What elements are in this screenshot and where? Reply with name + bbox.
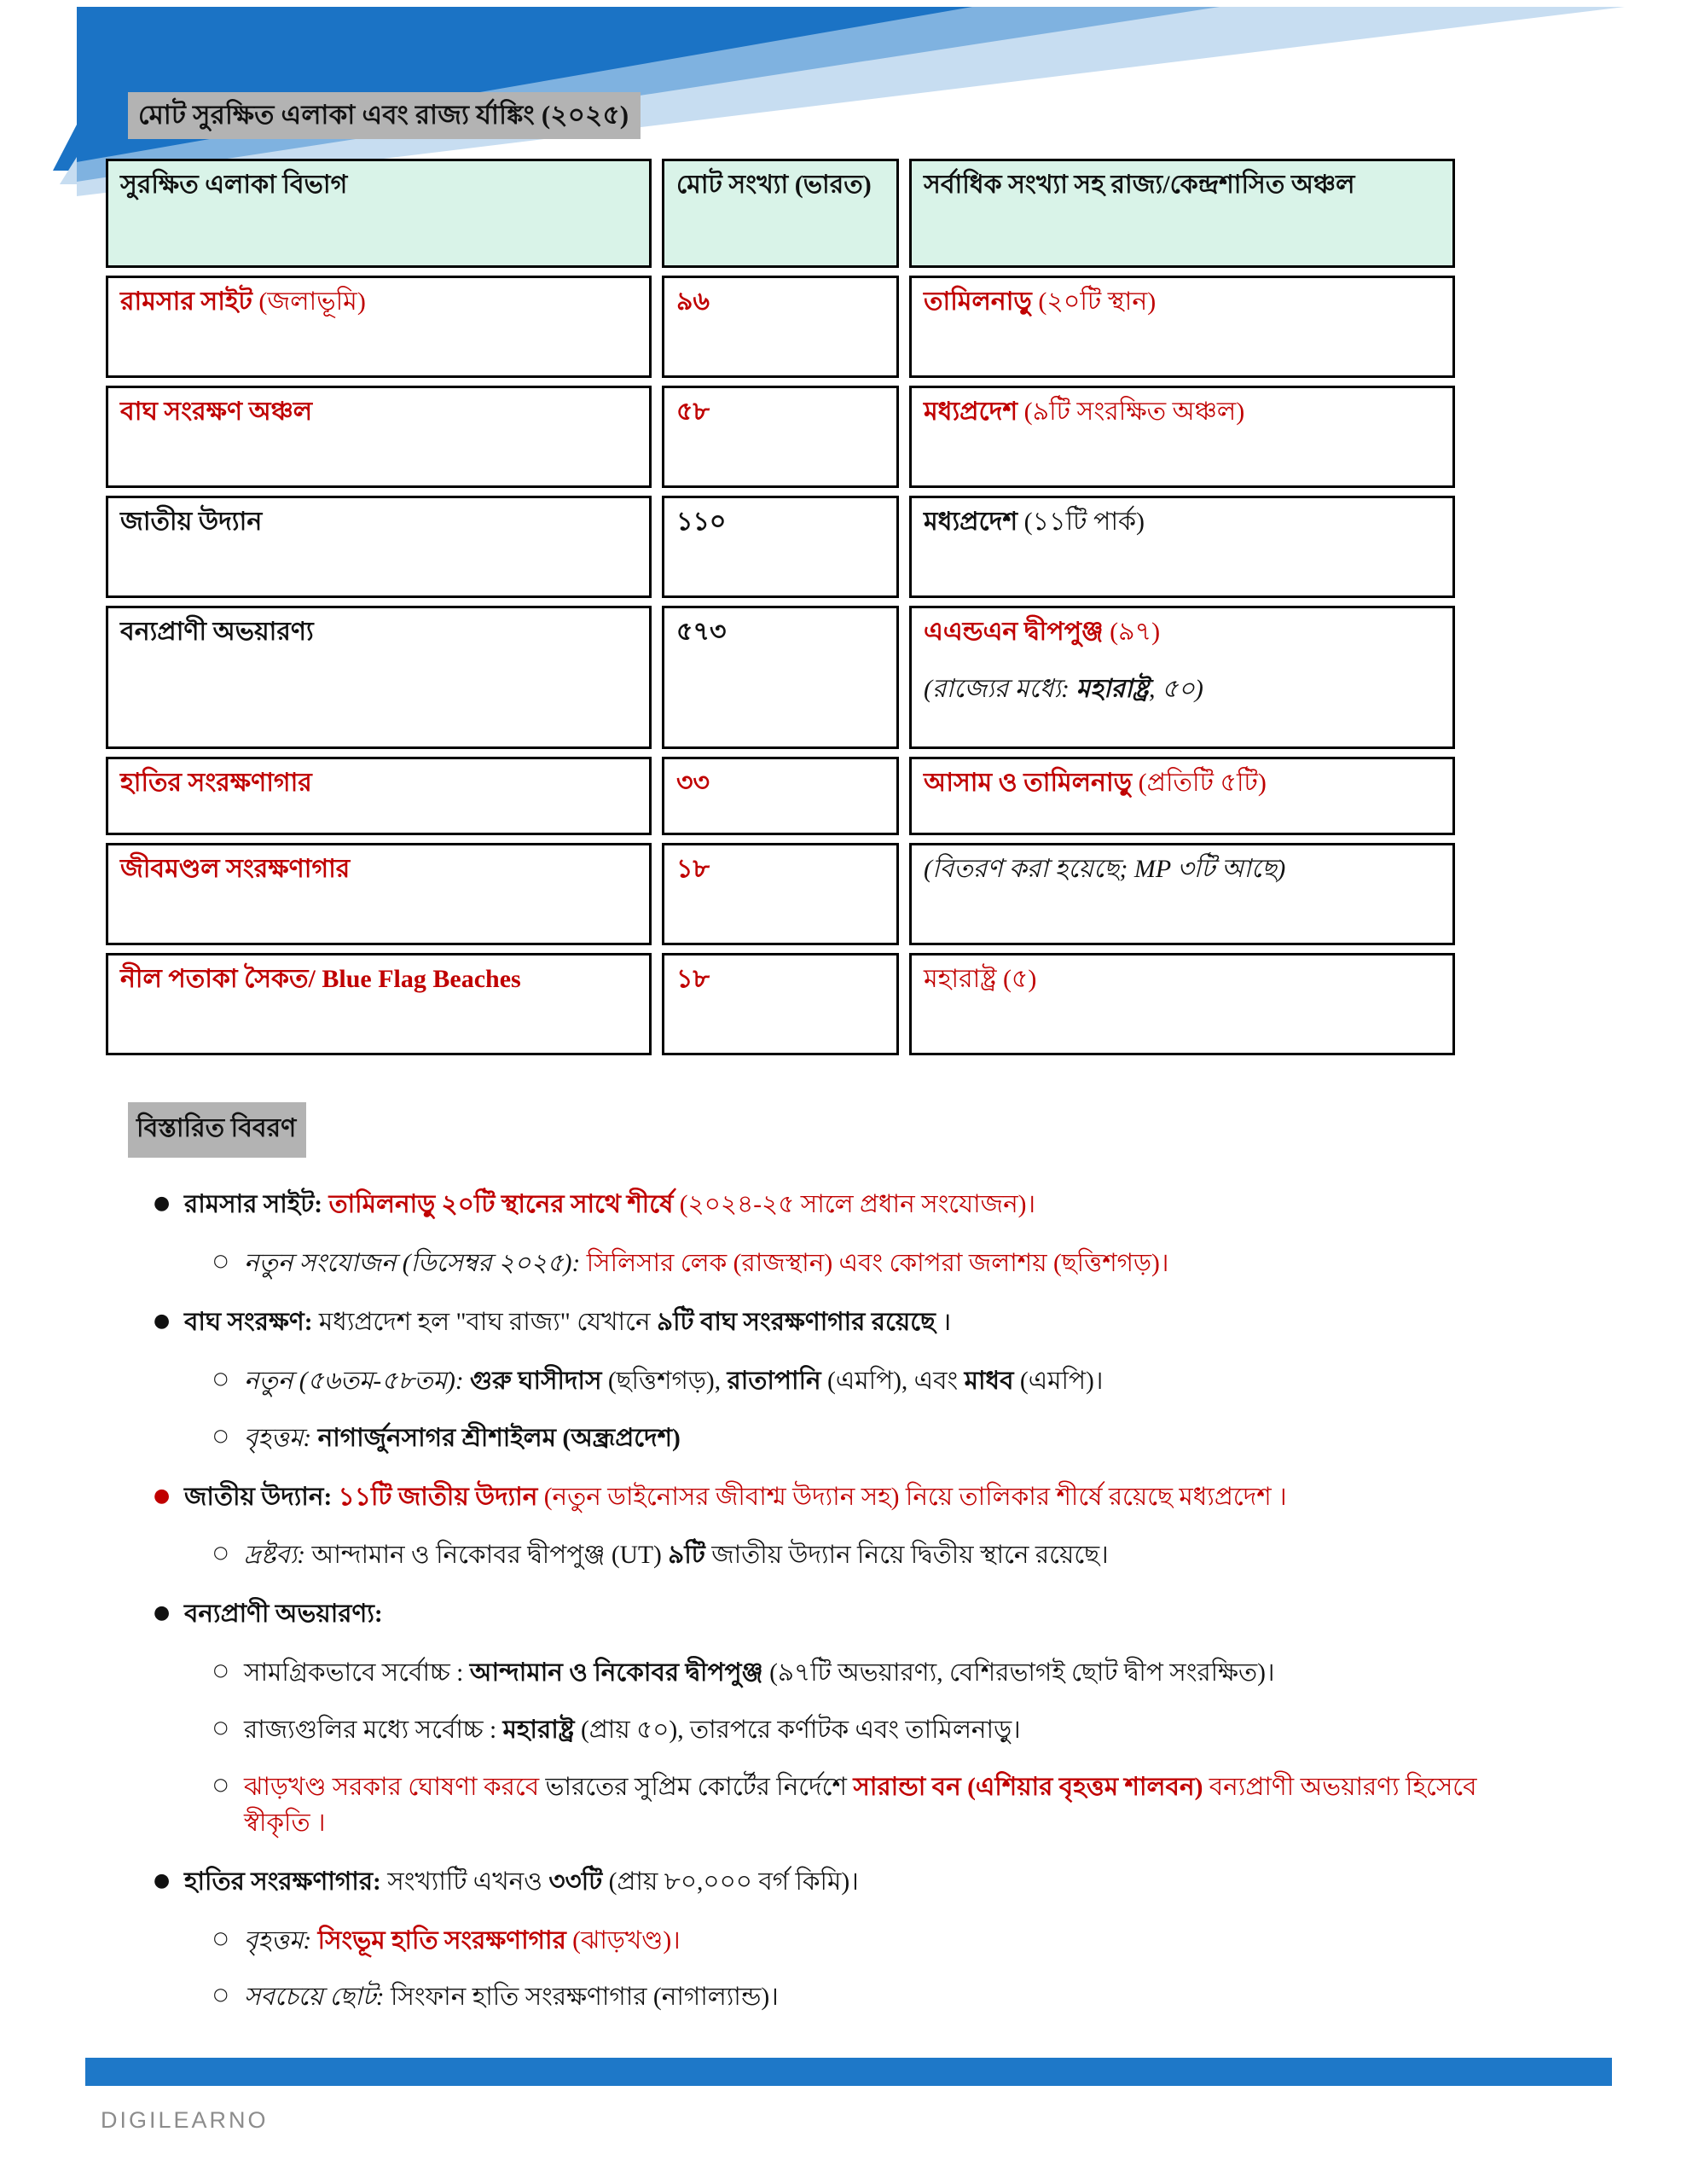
text-run: (৯৭টি অভয়ারণ্য, বেশিরভাগই ছোট দ্বীপ সংরক্ষিত)।: [762, 1659, 1275, 1687]
text-run: (রাজ্যের মধ্যে:: [924, 674, 1076, 703]
text-run: বাঘ সংরক্ষণ:: [184, 1308, 313, 1336]
cell-line: [924, 505, 1441, 540]
sub-bullet-item: [128, 1980, 1518, 2016]
text-run: রামসার সাইট: [120, 288, 252, 317]
table-cell: [106, 276, 652, 378]
text-run: মহারাষ্ট্র: [502, 1716, 575, 1745]
cell-line: [924, 615, 1441, 650]
text-run: ।: [935, 1308, 952, 1336]
sub-bullet-item: [128, 1713, 1518, 1749]
text-run: বৃহত্তম:: [244, 1424, 312, 1452]
text-run: ঝাড়খণ্ড সরকার ঘোষণা করবে: [244, 1773, 540, 1801]
text-run: ৯৬: [676, 288, 710, 317]
cell-line: [120, 852, 637, 887]
text-run: (ছত্তিশগড়),: [601, 1367, 728, 1395]
text-run: সারান্ডা বন (এশিয়ার বৃহত্তম: [853, 1773, 1119, 1801]
text-run: মহারাষ্ট্র: [924, 965, 997, 994]
content-area: [102, 92, 1552, 2037]
text-run: জাতীয় উদ্যান:: [184, 1483, 333, 1511]
text-run: [464, 1368, 470, 1395]
table-cell: [106, 496, 652, 598]
text-run: জাতীয় উদ্যান: [120, 508, 263, 537]
table-cell: [662, 276, 899, 378]
bullet-marker: ●: [154, 1193, 171, 1215]
cell-line: [120, 505, 637, 540]
text-run: সবচেয়ে ছোট:: [244, 1984, 385, 2012]
table-cell: [106, 953, 652, 1055]
cell-line: [676, 615, 884, 650]
text-run: আন্দামান ও নিকোবর দ্বীপপুঞ্জ (UT): [305, 1542, 669, 1570]
text-run: সিংফান হাতি সংরক্ষণাগার (নাগাল্যান্ড)।: [384, 1984, 779, 2012]
text-run: বন্যপ্রাণী অভয়ারণ্য: [120, 618, 314, 647]
text-run: ৩৩টি: [548, 1867, 603, 1896]
text-run: গুরু ঘাসীদাস: [470, 1367, 602, 1395]
text-run: তামিলনাড়ু: [924, 288, 1032, 317]
text-run: (এমপি)।: [1013, 1367, 1104, 1395]
text-run: [311, 1927, 317, 1955]
cell-line: [120, 962, 637, 997]
text-run: বৃহত্তম:: [244, 1926, 312, 1955]
text-run: রামসার সাইট:: [184, 1191, 323, 1219]
text-run: (এমপি), এবং: [820, 1367, 965, 1395]
text-run: রাজ্যগুলির মধ্যে সর্বোচ্চ :: [244, 1716, 503, 1745]
text-run: বন্যপ্রাণী অভয়ারণ্য হিসেবে স্বীকৃতি ।: [244, 1773, 1477, 1837]
cell-line: [924, 672, 1441, 707]
cell-line: [120, 766, 637, 801]
table-cell: [662, 606, 899, 749]
text-run: , ৫০): [1148, 674, 1203, 703]
cell-line: [924, 852, 1441, 887]
details-list: [128, 1188, 1518, 2016]
text-run: নাগার্জুনসাগর শ্রীশাইলম (অন্ধ্রপ্রদেশ): [317, 1424, 681, 1452]
table-row: [106, 276, 1455, 378]
table-row: [106, 843, 1455, 945]
cell-line: [924, 285, 1441, 320]
text-run: (১১টি পার্ক): [1017, 508, 1145, 537]
bullet-item: [128, 1480, 1518, 1516]
text-run: ১১০: [676, 508, 727, 537]
details-heading: বিস্তারিত বিবরণ: [128, 1102, 306, 1158]
protected-areas-table: [96, 151, 1465, 1063]
text-run: হাতির সংরক্ষণাগার: [120, 769, 312, 798]
cell-line: [120, 285, 637, 320]
table-cell: [909, 843, 1455, 945]
cell-line: [924, 962, 1441, 997]
text-run: (প্রায় ৮০,০০০ বর্গ কিমি)।: [602, 1867, 859, 1896]
table-cell: [106, 843, 652, 945]
bullet-item: [128, 1865, 1518, 1901]
table-cell: [909, 386, 1455, 488]
sub-bullet-item: [128, 1364, 1518, 1400]
table-cell: [106, 757, 652, 835]
text-run: দ্রষ্টব্য:: [244, 1542, 306, 1570]
text-run: (প্রায় ৫০), তারপরে কর্ণাটক এবং তামিলনাড়ু।: [574, 1716, 1021, 1745]
table-cell: [662, 386, 899, 488]
sub-bullet-item: [128, 1538, 1518, 1574]
bullet-marker: ○: [213, 1773, 229, 1794]
text-run: (৯৭): [1103, 618, 1161, 647]
text-run: সিংভূম হাতি সংরক্ষণাগার: [317, 1926, 566, 1955]
text-run: মধ্যপ্রদেশ হল "বাঘ রাজ্য" যেখানে: [312, 1308, 657, 1336]
cell-line: [120, 615, 637, 650]
text-run: হাতির সংরক্ষণাগার:: [184, 1867, 381, 1896]
bullet-item: [128, 1305, 1518, 1341]
table-cell: [662, 496, 899, 598]
text-run: সামগ্রিকভাবে সর্বোচ্চ :: [244, 1659, 470, 1687]
sub-bullet-item: [128, 1656, 1518, 1692]
page-title: মোট সুরক্ষিত এলাকা এবং রাজ্য র্যাঙ্কিং (২০২৫): [128, 92, 641, 139]
text-run: ভারতের সুপ্রিম কোর্টের নির্দেশে: [539, 1773, 854, 1801]
text-run: [580, 1250, 586, 1277]
text-run: মাধব: [964, 1367, 1014, 1395]
table-row: [106, 606, 1455, 749]
bullet-item: [128, 1597, 1518, 1633]
cell-line: [676, 766, 884, 801]
col-header-category: সুরক্ষিত এলাকা বিভাগ: [106, 159, 652, 268]
text-run: ১৮: [676, 965, 710, 994]
cell-line: [676, 395, 884, 430]
text-run: মহারাষ্ট্র: [1075, 674, 1149, 703]
text-run: নীল পতাকা সৈকত/ Blue Flag Beaches: [120, 965, 521, 994]
cell-line: [676, 285, 884, 320]
sub-bullet-item: [128, 1770, 1518, 1842]
text-run: ৫৮: [676, 398, 710, 427]
text-run: মধ্যপ্রদেশ: [924, 398, 1018, 427]
text-run: শালবন): [1124, 1773, 1203, 1801]
bullet-marker: ●: [154, 1869, 171, 1891]
bullet-marker: ●: [154, 1484, 171, 1507]
table-cell: [909, 757, 1455, 835]
cell-line: [120, 395, 637, 430]
text-run: [332, 1484, 338, 1511]
cell-line: [676, 505, 884, 540]
text-run: রাতাপানি: [727, 1367, 821, 1395]
text-run: মধ্যপ্রদেশ: [924, 508, 1018, 537]
text-run: নতুন সংযোজন (ডিসেম্বর ২০২৫):: [244, 1250, 581, 1278]
text-run: (২০২৪-২৫ সালে প্রধান সংযোজন)।: [673, 1191, 1036, 1219]
text-run: জীবমণ্ডল সংরক্ষণাগার: [120, 855, 351, 884]
bullet-marker: ●: [154, 1310, 171, 1332]
table-cell: [106, 386, 652, 488]
text-run: ৩৩: [676, 769, 710, 798]
footer-bar: [85, 2058, 1612, 2086]
sub-bullet-item: [128, 1246, 1518, 1282]
text-run: [1118, 1774, 1124, 1801]
col-header-total: মোট সংখ্যা (ভারত): [662, 159, 899, 268]
text-run: তামিলনাড়ু ২০টি স্থানের সাথে শীর্ষে: [328, 1191, 674, 1219]
bullet-marker: ○: [213, 1659, 229, 1681]
text-run: এএন্ডএন দ্বীপপুঞ্জ: [924, 618, 1104, 647]
bullet-marker: ○: [213, 1367, 229, 1388]
cell-line: [676, 962, 884, 997]
table-row: [106, 496, 1455, 598]
bullet-marker: ●: [154, 1602, 171, 1624]
text-run: ৯টি: [668, 1542, 705, 1570]
text-run: (২০টি স্থান): [1031, 288, 1157, 317]
text-run: জাতীয় উদ্যান নিয়ে দ্বিতীয় স্থানে রয়েছে।: [704, 1542, 1109, 1570]
table-row: [106, 757, 1455, 835]
table-cell: [909, 606, 1455, 749]
bullet-marker: ○: [213, 1250, 229, 1271]
text-run: [311, 1425, 317, 1452]
text-run: (নতুন ডাইনোসর জীবাশ্ম উদ্যান সহ) নিয়ে তালিকার শীর্ষে রয়েছে মধ্যপ্রদেশ ।: [537, 1483, 1287, 1511]
text-run: (৫): [996, 965, 1037, 994]
bullet-marker: ○: [213, 1424, 229, 1445]
text-run: আসাম ও তামিলনাড়ু: [924, 769, 1133, 798]
text-run: নতুন (৫৬তম-৫৮তম):: [244, 1367, 464, 1395]
col-header-top-state: সর্বাধিক সংখ্যা সহ রাজ্য/কেন্দ্রশাসিত অঞ্চল: [909, 159, 1455, 268]
bullet-marker: ○: [213, 1716, 229, 1738]
sub-bullet-item: [128, 1421, 1518, 1457]
bullet-marker: ○: [213, 1542, 229, 1563]
table-cell: [106, 606, 652, 749]
table-row: [106, 953, 1455, 1055]
text-run: (প্রতিটি ৫টি): [1132, 769, 1267, 798]
table-cell: [662, 953, 899, 1055]
bullet-marker: ○: [213, 1984, 229, 2005]
table-cell: [909, 276, 1455, 378]
footer-brand: DIGILEARNO: [101, 2107, 269, 2133]
table-cell: [909, 953, 1455, 1055]
text-run: (৯টি সংরক্ষিত অঞ্চল): [1017, 398, 1245, 427]
table-cell: [909, 496, 1455, 598]
text-run: আন্দামান ও নিকোবর দ্বীপপুঞ্জ: [469, 1659, 763, 1687]
table-row: [106, 386, 1455, 488]
table-header-row: [106, 159, 1455, 268]
text-run: (বিতরণ করা হয়েছে; MP ৩টি আছে): [924, 855, 1286, 884]
table-cell: [662, 757, 899, 835]
cell-line: [676, 852, 884, 887]
text-run: ১১টি জাতীয় উদ্যান: [338, 1483, 538, 1511]
bullet-item: [128, 1188, 1518, 1223]
cell-line: [924, 395, 1441, 430]
text-run: (ঝাড়খণ্ড)।: [565, 1926, 681, 1955]
table-cell: [662, 843, 899, 945]
text-run: ১৮: [676, 855, 710, 884]
text-run: বাঘ সংরক্ষণ অঞ্চল: [120, 398, 313, 427]
bullet-marker: ○: [213, 1926, 229, 1948]
text-run: ৯টি বাঘ সংরক্ষণাগার রয়েছে: [656, 1308, 936, 1336]
text-run: (জলাভূমি): [252, 288, 366, 317]
text-run: ৫৭৩: [676, 618, 727, 647]
cell-line: [924, 766, 1441, 801]
text-run: বন্যপ্রাণী অভয়ারণ্য:: [184, 1600, 383, 1629]
text-run: সিলিসার লেক (রাজস্থান) এবং কোপরা জলাশয় (ছত্তিশগড়)।: [586, 1250, 1169, 1278]
sub-bullet-item: [128, 1924, 1518, 1960]
text-run: সংখ্যাটি এখনও: [380, 1867, 549, 1896]
